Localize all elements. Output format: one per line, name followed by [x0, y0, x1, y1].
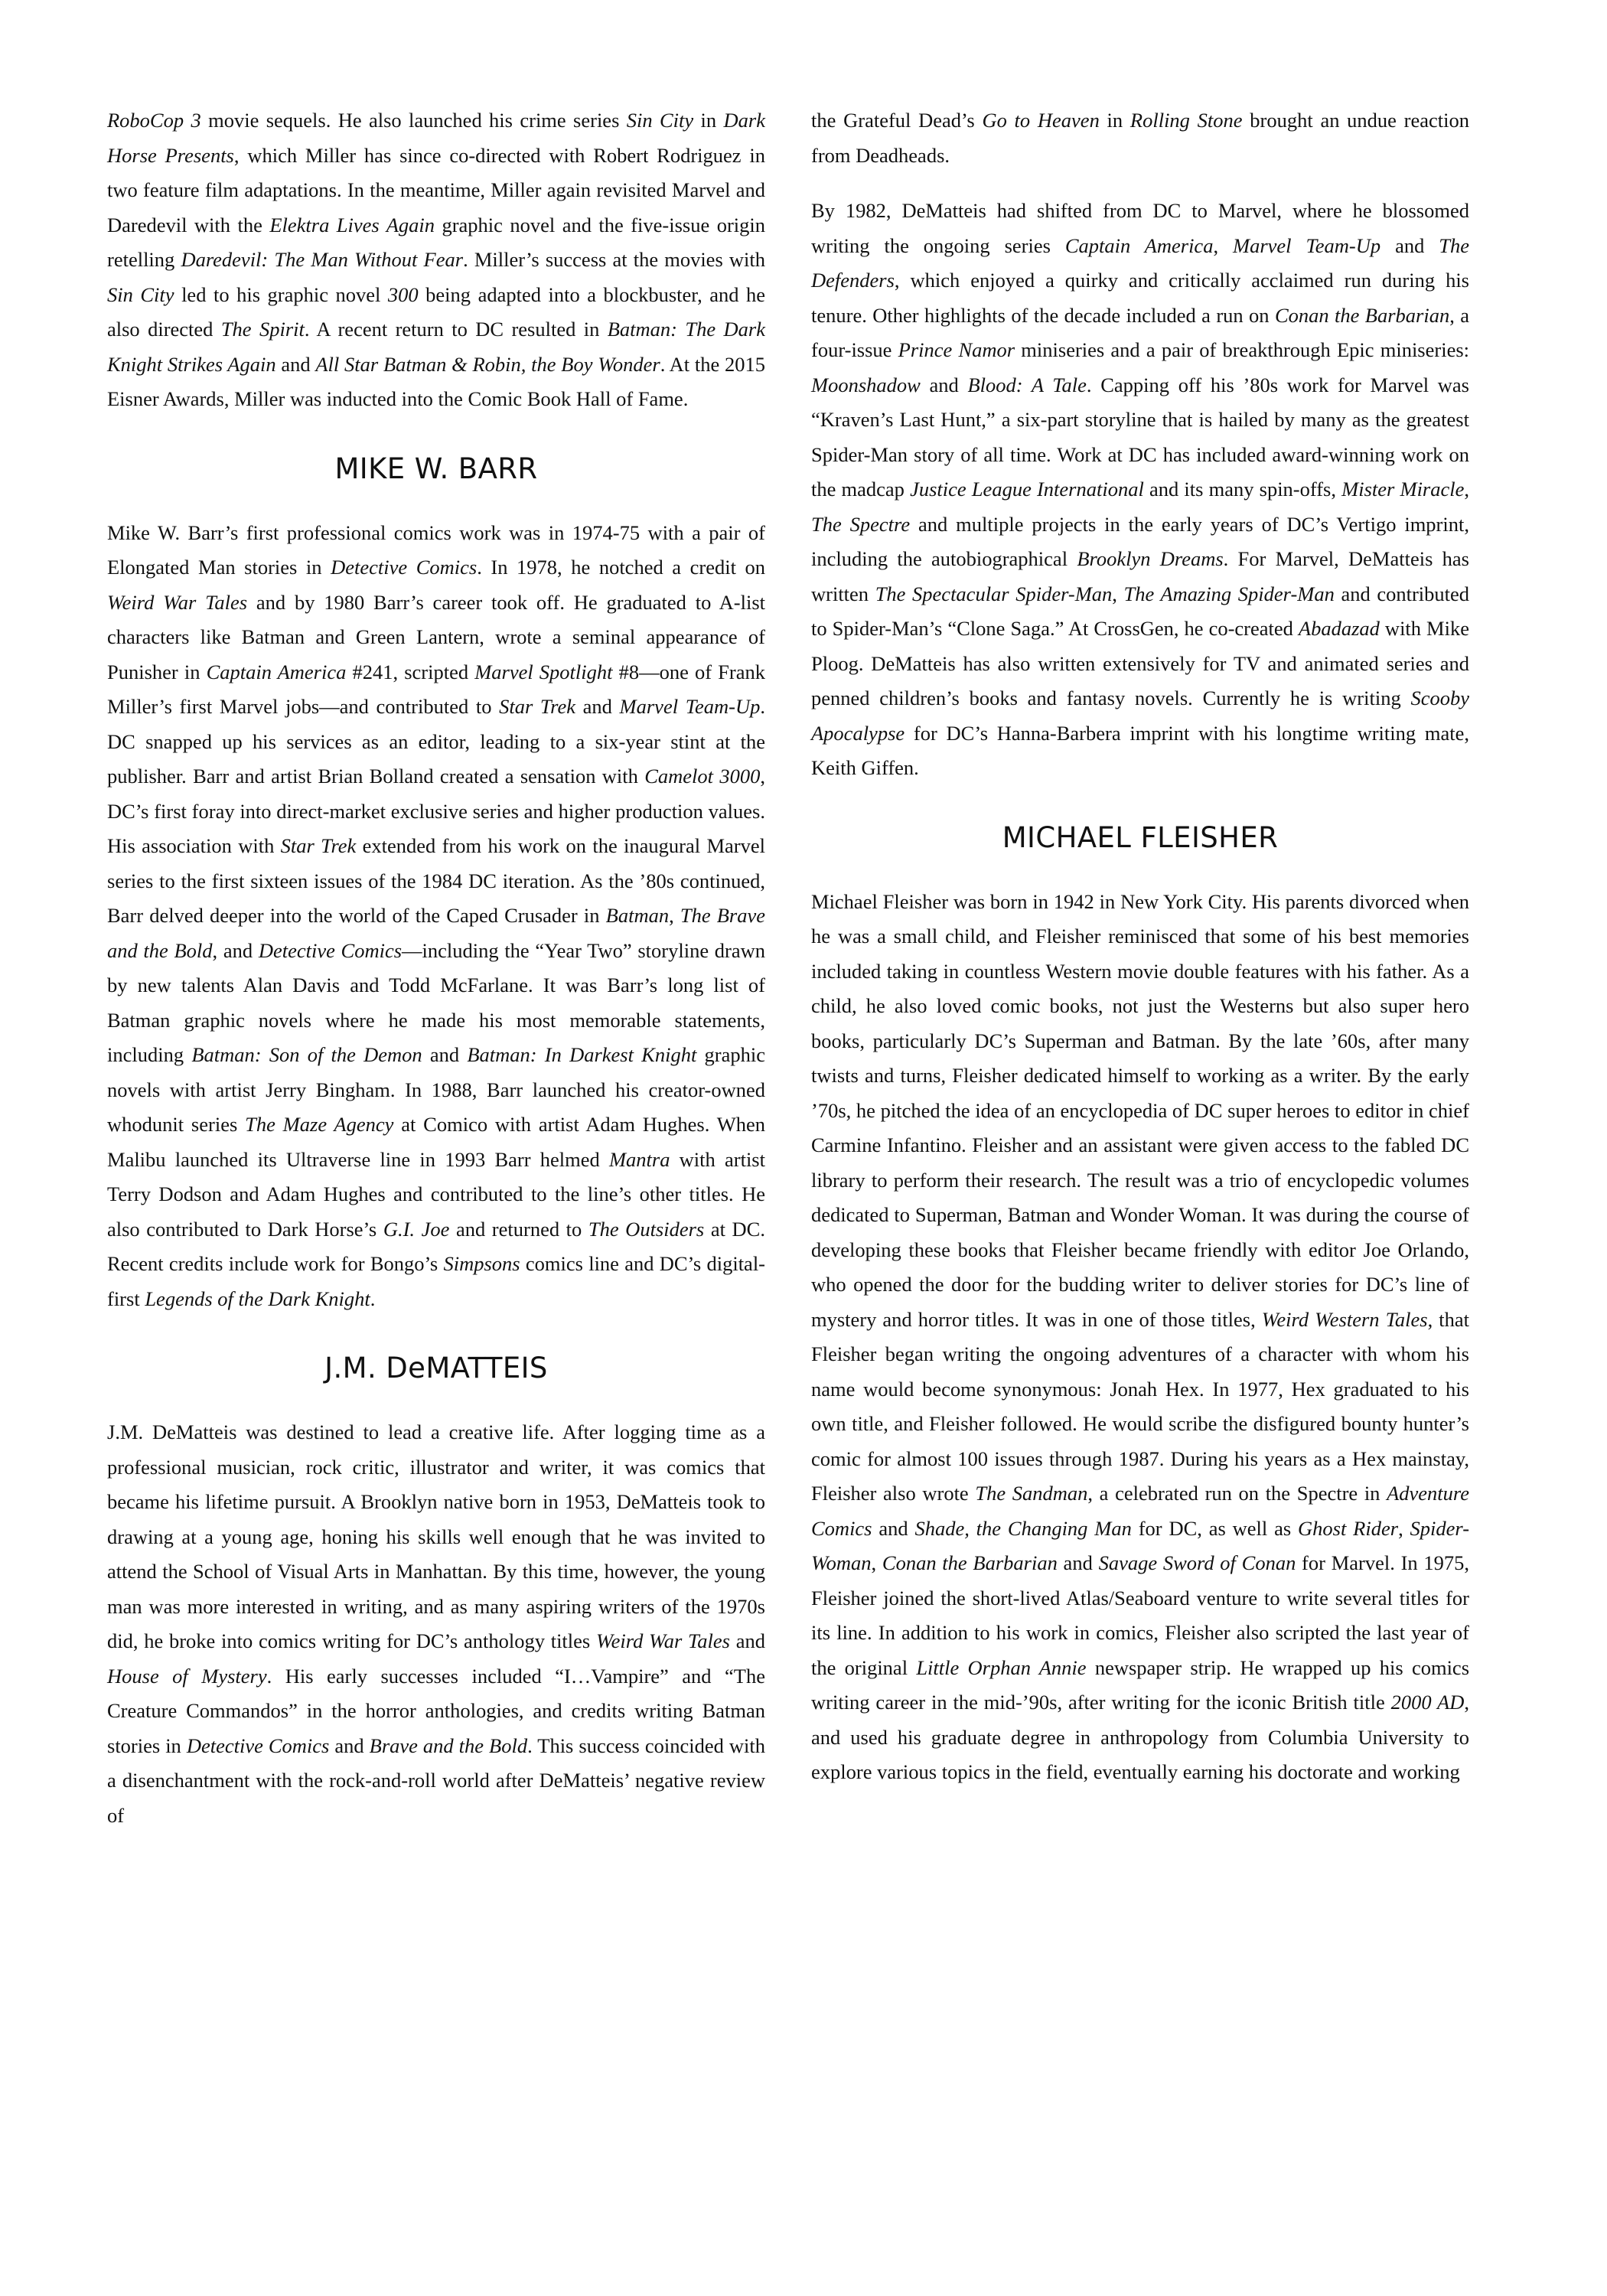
- section-heading-mike-w-barr: MIKE W. BARR: [334, 452, 538, 485]
- column-right: [811, 103, 1469, 2197]
- column-left: [107, 103, 765, 2197]
- paragraph-jm-dematteis: J.M. DeMatteis was destined to lead a creative life. After logging time as a professional musician, rock critic, illustrator and writer, it was comics that became his lifetime pursuit. A Brooklyn native born in 1953, DeMatteis took to drawing at a young age, honing his skills well enough that he was invited to attend the School of Visual Arts in Manhattan. By this time, however, the young man was more interested in writing, and as many aspiring writers of the 1970s did, he broke into comics writing for DC’s anthology titles Weird War Tales and House of Mystery. His early successes included “I…Vampire” and “The Creature Commandos” in the horror anthologies, and credits writing Batman stories in Detective Comics and Brave and the Bold. This success coincided with a disenchantment with the rock-and-roll world after DeMatteis’ negative review of: [107, 1420, 766, 1827]
- section-heading-jm-dematteis: J.M. DeMATTEIS: [324, 1352, 548, 1384]
- two-column-layout: [107, 103, 1500, 2197]
- section-heading-michael-fleisher: MICHAEL FLEISHER: [1002, 820, 1279, 854]
- paragraph-michael-fleisher: Michael Fleisher was born in 1942 in New York City. His parents divorced when he was a small child, and Fleisher reminisced that some of his best memories included taking in countless Western movie double features with his father. As a child, he also loved comic books, not just the Westerns but also super hero books, particularly DC’s Superman and Batman. By the late ’60s, after many twists and turns, Fleisher dedicated himself to working as a writer. By the early ’70s, he pitched the idea of an encyclopedia of DC super heroes to editor in chief Carmine Infantino. Fleisher and an assistant were given access to the fabled DC library to perform their research. The result was a trio of encyclopedic volumes dedicated to Superman, Batman and Wonder Woman. It was during the course of developing these books that Fleisher became friendly with editor Joe Orlando, who opened the door for the budding writer to deliver stories for DC’s line of mystery and horror titles. It was in one of those titles, Weird Western Tales, that Fleisher began writing the ongoing adventures of a character with whom his name would become synonymous: Jonah Hex. In 1977, Hex graduated to his own title, and Fleisher followed. He would scribe the disfigured bounty hunter’s comic for almost 100 issues through 1987. During his years as a Hex mainstay, Fleisher also wrote The Sandman, a celebrated run on the Spectre in Adventure Comics and Shade, the Changing Man for DC, as well as Ghost Rider, Spider-Woman, Conan the Barbarian and Savage Sword of Conan for Marvel. In 1975, Fleisher joined the short-lived Atlas/Seaboard venture to write several titles for its line. In addition to his work in comics, Fleisher also scripted the last year of the original Little Orphan Annie newspaper strip. He wrapped up his comics writing career in the mid-’90s, after writing for the iconic British title 2000 AD, and used his graduate degree in anthropology from Columbia University to explore various topics in the field, eventually earning his doctorate and working: [811, 889, 1470, 1783]
- paragraph-dematteis-marvel: By 1982, DeMatteis had shifted from DC to Marvel, where he blossomed writing the ongoing series Captain America, Marvel Team-Up and The Defenders, which enjoyed a quirky and critically acclaimed run during his tenure. Other highlights of the decade included a run on Conan the Barbarian, a four-issue Prince Namor miniseries and a pair of breakthrough Epic miniseries: Moonshadow and Blood: A Tale. Capping off his ’80s work for Marvel was “Kraven’s Last Hunt,” a six-part storyline that is hailed by many as the greatest Spider-Man story of all time. Work at DC has included award-winning work on the madcap Justice League International and its many spin-offs, Mister Miracle, The Spectre and multiple projects in the early years of DC’s Vertigo imprint, including the autobiographical Brooklyn Dreams. For Marvel, DeMatteis has written The Spectacular Spider-Man, The Amazing Spider-Man and contributed to Spider-Man’s “Clone Saga.” At CrossGen, he co-created Abadazad with Mike Ploog. DeMatteis has also written extensively for TV and animated series and penned children’s books and fantasy novels. Currently he is writing Scooby Apocalypse for DC’s Hanna-Barbera imprint with his longtime writing mate, Keith Giffen.: [811, 199, 1470, 779]
- paragraph-miller-continued: RoboCop 3 movie sequels. He also launched his crime series Sin City in Dark Horse Presents, which Miller has since co-directed with Robert Rodriguez in two feature film adaptations. In the meantime, Miller again revisited Marvel and Daredevil with the Elektra Lives Again graphic novel and the five-issue origin retelling Daredevil: The Man Without Fear. Miller’s success at the movies with Sin City led to his graphic novel 300 being adapted into a blockbuster, and he also directed The Spirit. A recent return to DC resulted in Batman: The Dark Knight Strikes Again and All Star Batman & Robin, the Boy Wonder. At the 2015 Eisner Awards, Miller was inducted into the Comic Book Hall of Fame.: [107, 109, 766, 410]
- paragraph-mike-w-barr: Mike W. Barr’s first professional comics work was in 1974-75 with a pair of Elongated Man stories in Detective Comics. In 1978, he notched a credit on Weird War Tales and by 1980 Barr’s career took off. He graduated to A-list characters like Batman and Green Lantern, wrote a seminal appearance of Punisher in Captain America #241, scripted Marvel Spotlight #8—one of Frank Miller’s first Marvel jobs—and contributed to Star Trek and Marvel Team-Up. DC snapped up his services as an editor, leading to a six-year stint at the publisher. Barr and artist Brian Bolland created a sensation with Camelot 3000, DC’s first foray into direct-market exclusive series and higher production values. His association with Star Trek extended from his work on the inaugural Marvel series to the first sixteen issues of the 1984 DC iteration. As the ’80s continued, Barr delved deeper into the world of the Caped Crusader in Batman, The Brave and the Bold, and Detective Comics—including the “Year Two” storyline drawn by new talents Alan Davis and Todd McFarlane. It was Barr’s long list of Batman graphic novels where he made his most memorable statements, including Batman: Son of the Demon and Batman: In Darkest Knight graphic novels with artist Jerry Bingham. In 1988, Barr launched his creator-owned whodunit series The Maze Agency at Comico with artist Adam Hughes. When Malibu launched its Ultraverse line in 1993 Barr helmed Mantra with artist Terry Dodson and Adam Hughes and contributed to the line’s other titles. He also contributed to Dark Horse’s G.I. Joe and returned to The Outsiders at DC. Recent credits include work for Bongo’s Simpsons comics line and DC’s digital-first Legends of the Dark Knight.: [107, 520, 766, 1310]
- paragraph-dematteis-continued: the Grateful Dead’s Go to Heaven in Rolling Stone brought an undue reaction from Deadheads.: [811, 109, 1470, 167]
